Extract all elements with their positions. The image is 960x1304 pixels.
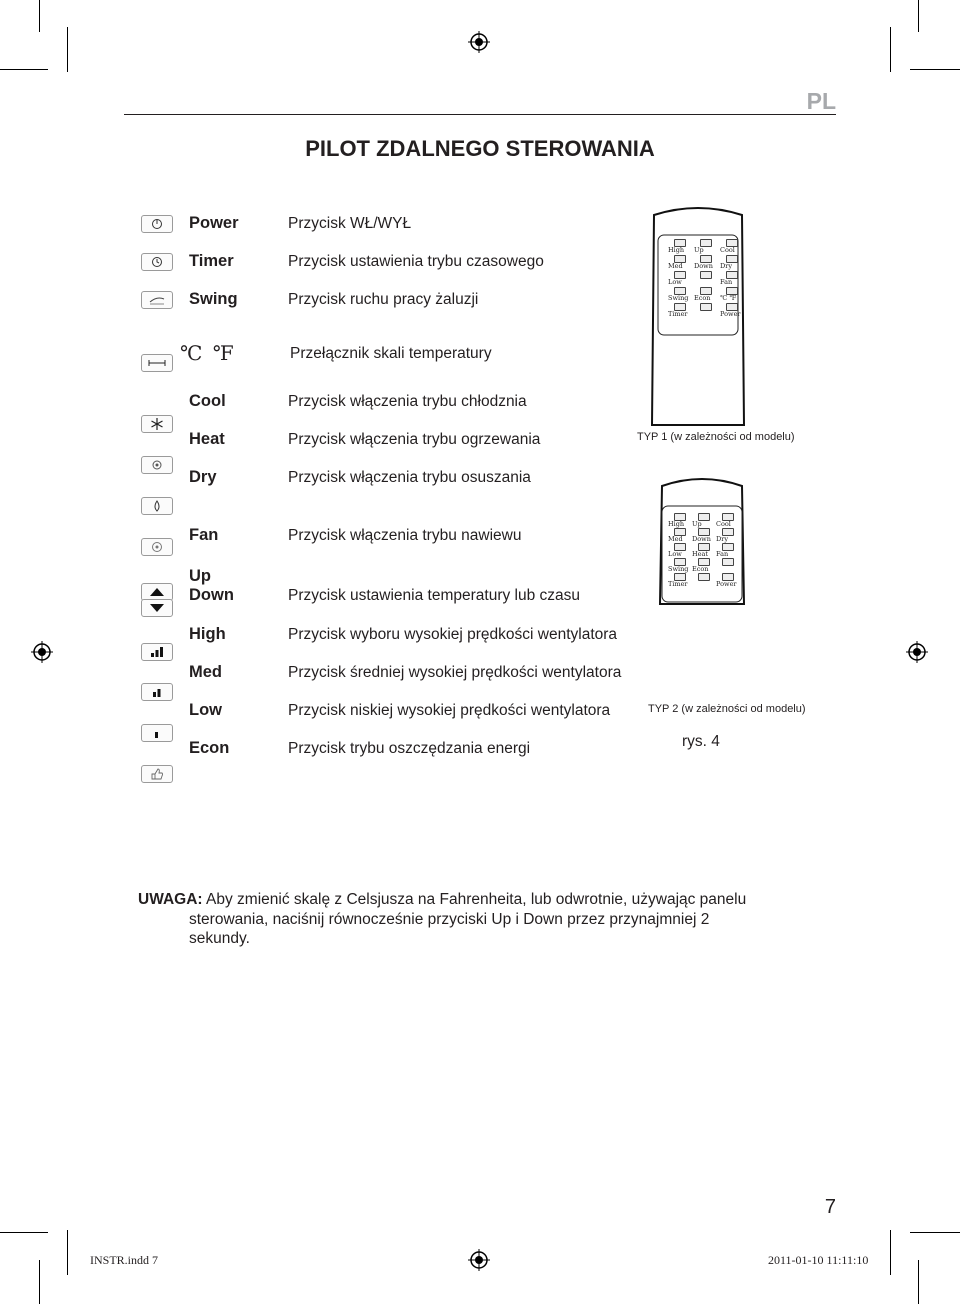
label-fan: Fan xyxy=(189,526,219,544)
desc-low: Przycisk niskiej wysokiej prędkości wentylatora xyxy=(288,702,611,719)
registration-mark-icon xyxy=(906,641,928,663)
remote-type2-caption: TYP 2 (w zależności od modelu) xyxy=(648,703,806,715)
label-timer: Timer xyxy=(189,252,234,270)
temperature-scale-icon xyxy=(141,354,173,372)
label-power: Power xyxy=(189,214,239,232)
heat-icon xyxy=(141,456,173,474)
desc-heat: Przycisk włączenia trybu ogrzewania xyxy=(288,431,541,448)
crop-mark xyxy=(910,69,960,70)
note-line-2: sterowania, naciśnij równocześnie przyciski Up i Down przez przynajmniej 2 xyxy=(189,910,710,928)
note-paragraph xyxy=(138,890,806,949)
snowflake-icon xyxy=(141,415,173,433)
page-number: 7 xyxy=(824,1196,836,1218)
remote-button-label: Cool xyxy=(720,246,735,254)
remote-button-label: Med xyxy=(668,262,683,270)
remote-button-label: Med xyxy=(668,535,683,543)
figure-caption: rys. 4 xyxy=(682,733,720,750)
label-heat: Heat xyxy=(189,430,225,448)
crop-mark xyxy=(890,1230,891,1275)
remote-type1-caption: TYP 1 (w zależności od modelu) xyxy=(637,431,795,443)
label-swing: Swing xyxy=(189,290,238,308)
remote-button-glyph xyxy=(698,573,710,581)
registration-mark-icon xyxy=(468,1249,490,1271)
fan-icon xyxy=(141,538,173,556)
remote-button-label: Timer xyxy=(668,310,688,318)
page-title: PILOT ZDALNEGO STEROWANIA xyxy=(305,136,655,161)
registration-mark-icon xyxy=(31,641,53,663)
crop-mark xyxy=(918,1260,919,1304)
remote-button-label: Fan xyxy=(716,550,729,558)
remote-button-label: Econ xyxy=(692,565,709,573)
desc-temperature-scale: Przełącznik skali temperatury xyxy=(290,345,492,362)
timer-icon xyxy=(141,253,173,271)
desc-swing: Przycisk ruchu pracy żaluzji xyxy=(288,291,479,308)
label-high: High xyxy=(189,625,226,643)
crop-mark xyxy=(39,1260,40,1304)
remote-button-label: Up xyxy=(692,520,702,528)
desc-econ: Przycisk trybu oszczędzania energi xyxy=(288,740,531,757)
remote-button-label: High xyxy=(668,246,685,254)
remote-button-label: Low xyxy=(668,550,682,558)
high-speed-icon xyxy=(141,643,173,661)
remote-button-label: Dry xyxy=(720,262,732,270)
label-dry: Dry xyxy=(189,468,217,486)
econ-icon xyxy=(141,765,173,783)
crop-mark xyxy=(39,0,40,32)
remote-button-label: Heat xyxy=(692,550,709,558)
low-speed-icon xyxy=(141,724,173,742)
remote-button-label: Timer xyxy=(668,580,688,588)
med-speed-icon xyxy=(141,683,173,701)
footer-timestamp: 2011-01-10 11:11:10 xyxy=(768,1253,869,1267)
label-econ: Econ xyxy=(189,739,230,757)
label-cool: Cool xyxy=(189,392,226,410)
remote-button-label: Low xyxy=(668,278,682,286)
desc-high: Przycisk wyboru wysokiej prędkości wentylatora xyxy=(288,626,618,643)
remote-button-label: Swing xyxy=(668,565,689,573)
desc-up-down: Przycisk ustawienia temperatury lub czasu xyxy=(288,587,581,604)
remote-button-label: Down xyxy=(692,535,711,543)
crop-mark xyxy=(0,1232,48,1233)
crop-mark xyxy=(67,1230,68,1275)
crop-mark xyxy=(910,1232,960,1233)
remote-button-label: Power xyxy=(716,580,737,588)
desc-med: Przycisk średniej wysokiej prędkości wentylatora xyxy=(288,664,622,681)
desc-power: Przycisk WŁ/WYŁ xyxy=(288,215,412,232)
remote-button-glyph xyxy=(700,271,712,279)
language-code: PL xyxy=(806,88,836,114)
label-up: Up xyxy=(189,567,211,585)
swing-icon xyxy=(141,291,173,309)
footer-file: INSTR.indd 7 xyxy=(90,1253,159,1267)
desc-cool: Przycisk włączenia trybu chłodznia xyxy=(288,393,527,410)
crop-mark xyxy=(0,69,48,70)
droplet-icon xyxy=(141,497,173,515)
label-temperature-scale: ℃ ℉ xyxy=(180,341,236,365)
remote-button-glyph xyxy=(722,558,734,566)
crop-mark xyxy=(918,0,919,32)
note-label: UWAGA: xyxy=(138,891,203,908)
remote-button-label: ℃ ℉ xyxy=(720,294,737,302)
header-rule xyxy=(124,114,836,115)
crop-mark xyxy=(67,27,68,72)
remote-button-label: Up xyxy=(694,246,704,254)
note-line-3: sekundy. xyxy=(189,930,250,947)
remote-button-label: Swing xyxy=(668,294,689,302)
down-arrow-icon xyxy=(141,599,173,617)
desc-timer: Przycisk ustawienia trybu czasowego xyxy=(288,253,544,270)
remote-button-label: Econ xyxy=(694,294,711,302)
label-med: Med xyxy=(189,663,222,681)
label-low: Low xyxy=(189,701,222,719)
desc-fan: Przycisk włączenia trybu nawiewu xyxy=(288,527,522,544)
remote-button-label: Down xyxy=(694,262,713,270)
remote-button-label: Power xyxy=(720,310,741,318)
remote-button-label: Dry xyxy=(716,535,728,543)
crop-mark xyxy=(890,27,891,72)
power-icon xyxy=(141,215,173,233)
remote-button-glyph xyxy=(700,303,712,311)
remote-button-label: High xyxy=(668,520,685,528)
note-line-1: Aby zmienić skalę z Celsjusza na Fahrenheita, lub odwrotnie, używając panelu xyxy=(202,891,747,908)
label-down: Down xyxy=(189,586,234,604)
registration-mark-icon xyxy=(468,31,490,53)
remote-button-label: Cool xyxy=(716,520,731,528)
remote-button-label: Fan xyxy=(720,278,733,286)
desc-dry: Przycisk włączenia trybu osuszania xyxy=(288,469,531,486)
